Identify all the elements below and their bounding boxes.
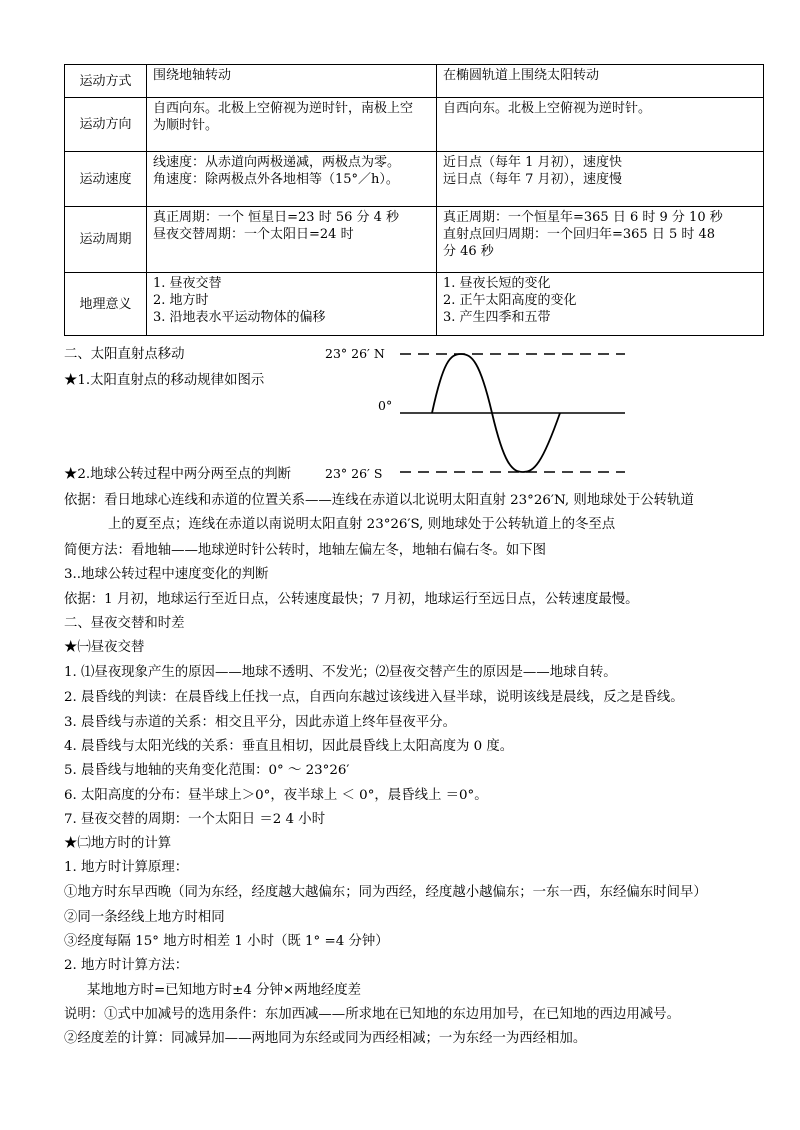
revolution-cell: 真正周期：一个恒星年=365 日 6 时 9 分 10 秒 直射点回归周期：一个回归年=365 日 5 时 48 分 46 秒 xyxy=(437,207,764,273)
subsection-heading: ★㈡地方时的计算 xyxy=(64,836,172,851)
text-line: ②同一条经线上地方时相同 xyxy=(64,910,225,925)
rotation-cell: 线速度：从赤道向两极递减，两极点为零。 角速度：除两极点外各地相等（15°／h）。 xyxy=(147,152,437,207)
label-north-tropic: 23° 26′ N xyxy=(325,346,385,361)
list-item: 4. 晨昏线与太阳光线的关系：垂直且相切，因此晨昏线上太阳高度为 0 度。 xyxy=(64,739,514,754)
table-header-cell: 运动方式 xyxy=(65,65,147,98)
section-heading: 二、太阳直射点移动 xyxy=(64,347,185,362)
label-south-tropic: 23° 26′ S xyxy=(325,466,383,481)
table-header-cell: 围绕地轴转动 xyxy=(147,65,437,98)
list-item: 1. 地方时计算原理： xyxy=(64,860,189,875)
table-header-cell: 在椭圆轨道上围绕太阳转动 xyxy=(437,65,764,98)
rotation-cell: 1. 昼夜交替 2. 地方时 3. 沿地表水平运动物体的偏移 xyxy=(147,273,437,336)
row-label: 运动速度 xyxy=(65,152,147,207)
list-item: 3. 晨昏线与赤道的关系：相交且平分，因此赤道上终年昼夜平分。 xyxy=(64,715,456,730)
section-heading: 二、昼夜交替和时差 xyxy=(64,616,185,631)
revolution-cell: 1. 昼夜长短的变化 2. 正午太阳高度的变化 3. 产生四季和五带 xyxy=(437,273,764,336)
table-row xyxy=(65,207,764,273)
list-item: 7. 昼夜交替的周期：一个太阳日 ＝2 4 小时 xyxy=(64,812,326,827)
text-line: 依据：看日地球心连线和赤道的位置关系——连线在赤道以北说明太阳直射 23°26′N, 则地球处于公转轨道 xyxy=(64,493,694,508)
point-heading: ★1.太阳直射点的移动规律如图示 xyxy=(64,373,265,388)
row-label: 运动周期 xyxy=(65,207,147,273)
table-header-row xyxy=(65,65,764,98)
row-label: 运动方向 xyxy=(65,98,147,152)
text-line: ①地方时东早西晚（同为东经，经度越大越偏东；同为西经，经度越小越偏东；一东一西，东经偏东时间早） xyxy=(64,885,707,900)
table-row xyxy=(65,273,764,336)
list-item: 5. 晨昏线与地轴的夹角变化范围：0° ～ 23°26′ xyxy=(64,763,350,778)
text-line: 说明：①式中加减号的选用条件：东加西减——所求地在已知地的东边用加号，在已知地的西边用减号。 xyxy=(64,1007,680,1022)
rotation-cell: 真正周期：一个 恒星日=23 时 56 分 4 秒 昼夜交替周期：一个太阳日=24 时 xyxy=(147,207,437,273)
list-item: 1. ⑴昼夜现象产生的原因——地球不透明、不发光；⑵昼夜交替产生的原因是——地球自转。 xyxy=(64,665,617,680)
list-item: 2. 地方时计算方法： xyxy=(64,958,189,973)
point-heading: 3..地球公转过程中速度变化的判断 xyxy=(64,567,269,582)
text-line: 依据：1 月初，地球运行至近日点，公转速度最快；7 月初，地球运行至远日点，公转速度最慢。 xyxy=(64,592,639,607)
text-line: 简便方法：看地轴——地球逆时针公转时，地轴左偏左冬，地轴右偏右冬。如下图 xyxy=(64,543,547,558)
revolution-cell: 自西向东。北极上空俯视为逆时针。 xyxy=(437,98,764,152)
text-line: ②经度差的计算：同减异加——两地同为东经或同为西经相减；一为东经一为西经相加。 xyxy=(64,1031,587,1046)
earth-motion-comparison-table xyxy=(64,64,764,336)
revolution-cell: 近日点（每年 1 月初），速度快 远日点（每年 7 月初），速度慢 xyxy=(437,152,764,207)
text-line: ③经度每隔 15° 地方时相差 1 小时（既 1° =4 分钟） xyxy=(64,934,389,949)
list-item: 2. 晨昏线的判读：在晨昏线上任找一点，自西向东越过该线进入昼半球，说明该线是晨线，反之是昏线。 xyxy=(64,690,684,705)
table-row xyxy=(65,98,764,152)
row-label: 地理意义 xyxy=(65,273,147,336)
table-row xyxy=(65,152,764,207)
subsection-heading: ★㈠昼夜交替 xyxy=(64,640,145,655)
formula-line: 某地地方时=已知地方时±4 分钟×两地经度差 xyxy=(87,983,362,998)
subsolar-migration-diagram xyxy=(320,346,630,480)
label-equator: 0° xyxy=(378,398,393,413)
text-line: 上的夏至点；连线在赤道以南说明太阳直射 23°26′S, 则地球处于公转轨道上的冬至点 xyxy=(108,517,616,532)
point-heading: ★2.地球公转过程中两分两至点的判断 xyxy=(64,467,292,482)
rotation-cell: 自西向东。北极上空俯视为逆时针，南极上空 为顺时针。 xyxy=(147,98,437,152)
list-item: 6. 太阳高度的分布：昼半球上＞0°，夜半球上 ＜ 0°，晨昏线上 ＝0°。 xyxy=(64,788,488,803)
